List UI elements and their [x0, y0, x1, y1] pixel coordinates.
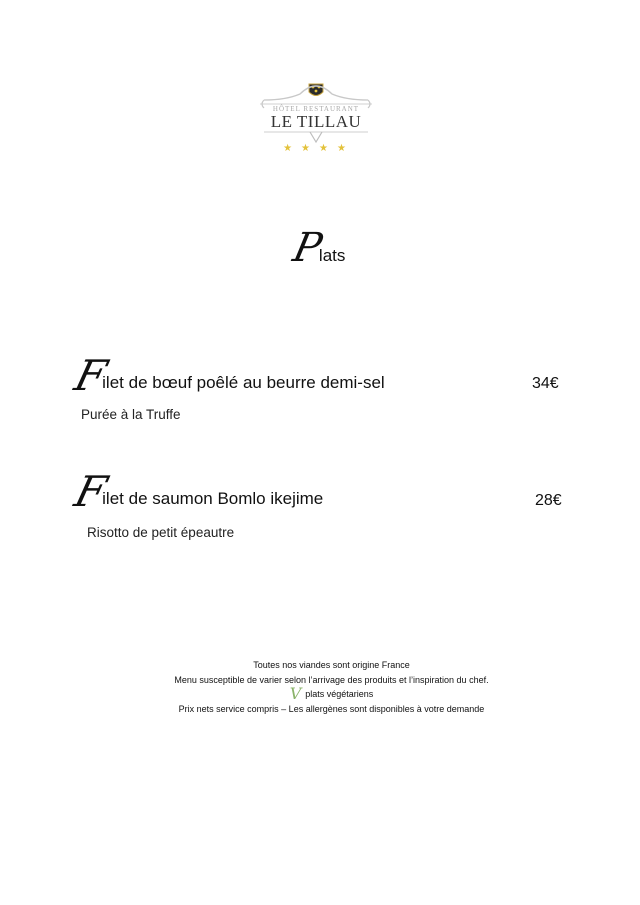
section-title-initial: P — [289, 225, 326, 271]
dish-initial: F — [70, 467, 112, 516]
dish-price: 28€ — [535, 492, 562, 509]
section-title-rest: lats — [318, 246, 346, 265]
dish-name — [70, 467, 324, 516]
logo-subtitle: HÔTEL RESTAURANT — [272, 105, 360, 113]
dish-name — [70, 351, 385, 400]
logo-stars: ★★★★ — [283, 143, 355, 154]
vegetarian-label: plats végétariens — [305, 689, 374, 699]
footer-menu-note: Menu susceptible de varier selon l’arrivage des produits et l’inspiration du chef. — [174, 674, 489, 685]
footer-origin-note: Toutes nos viandes sont origine France — [253, 660, 410, 670]
dish-description: Risotto de petit épeautre — [87, 525, 235, 540]
dish-description: Purée à la Truffe — [81, 407, 181, 422]
dish-name-text: ilet de bœuf poêlé au beurre demi-sel — [102, 373, 385, 392]
dish-initial: F — [70, 351, 112, 400]
menu-footer — [0, 658, 640, 716]
section-title — [289, 225, 346, 271]
dish-name-text: ilet de saumon Bomlo ikejime — [102, 489, 324, 508]
footer-price-note: Prix nets service compris – Les allergènes sont disponibles à votre demande — [178, 703, 485, 714]
dish-price: 34€ — [532, 375, 559, 392]
logo-name: LE TILLAU — [270, 112, 362, 131]
hotel-logo — [256, 74, 376, 164]
vegetarian-icon: V — [289, 684, 302, 703]
vegetarian-legend — [0, 684, 640, 703]
